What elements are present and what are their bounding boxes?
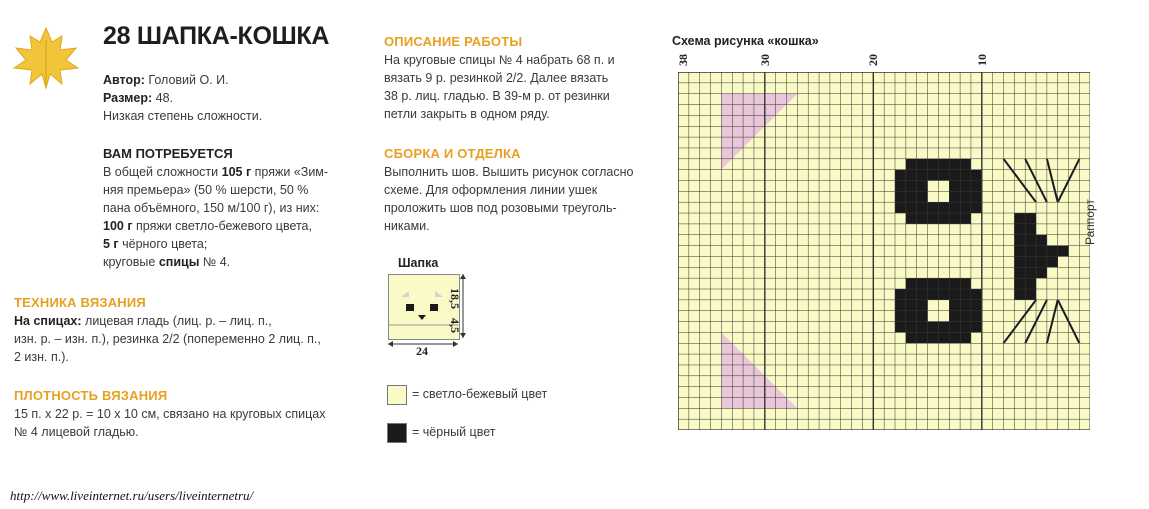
- black-cell: [906, 322, 917, 333]
- black-cell: [938, 213, 949, 224]
- materials-line: няя премьера» (50 % шерсти, 50 %: [103, 183, 309, 197]
- black-cell: [1025, 278, 1036, 289]
- legend-beige-label: = светло-бежевый цвет: [412, 387, 548, 401]
- work-line: петли закрыть в одном ряду.: [384, 107, 550, 121]
- work-line: На круговые спицы № 4 набрать 68 п. и: [384, 53, 615, 67]
- black-cell: [906, 278, 917, 289]
- difficulty-line: Низкая степень сложности.: [103, 109, 263, 123]
- scheme-col-label-20: 20: [866, 54, 880, 66]
- black-cell: [949, 202, 960, 213]
- assembly-line: схеме. Для оформления линии ушек: [384, 183, 598, 197]
- black-cell: [917, 278, 928, 289]
- size-line: Размер: 48.: [103, 91, 174, 105]
- black-cell: [960, 300, 971, 311]
- black-cell: [1014, 213, 1025, 224]
- black-cell: [971, 322, 982, 333]
- technique-heading: ТЕХНИКА ВЯЗАНИЯ: [14, 295, 146, 310]
- legend-black-swatch: [387, 423, 407, 443]
- technique-line: 2 изн. п.).: [14, 350, 69, 364]
- black-cell: [895, 202, 906, 213]
- knitting-chart: [678, 72, 1090, 430]
- black-cell: [1047, 256, 1058, 267]
- black-cell: [971, 181, 982, 192]
- black-cell: [949, 322, 960, 333]
- black-cell: [1014, 289, 1025, 300]
- black-cell: [906, 332, 917, 343]
- black-cell: [960, 322, 971, 333]
- hat-label: Шапка: [398, 256, 439, 270]
- black-cell: [906, 202, 917, 213]
- black-cell: [960, 311, 971, 322]
- black-cell: [1014, 278, 1025, 289]
- black-cell: [1014, 235, 1025, 246]
- source-url: http://www.liveinternet.ru/users/liveinternetru/: [10, 488, 254, 503]
- black-cell: [1025, 213, 1036, 224]
- black-cell: [917, 289, 928, 300]
- materials-line: 100 г пряжи светло-бежевого цвета,: [103, 219, 312, 233]
- technique-line: изн. р. – изн. п.), резинка 2/2 (попеременно 2 лиц. п.,: [14, 332, 321, 346]
- black-cell: [1036, 235, 1047, 246]
- black-cell: [971, 289, 982, 300]
- black-cell: [1025, 246, 1036, 257]
- black-cell: [917, 311, 928, 322]
- black-cell: [917, 322, 928, 333]
- scheme-col-label-30: 30: [758, 54, 772, 66]
- materials-line: В общей сложности 105 г пряжи «Зим-: [103, 165, 329, 179]
- black-cell: [895, 181, 906, 192]
- black-cell: [1014, 256, 1025, 267]
- black-cell: [949, 289, 960, 300]
- black-cell: [1025, 267, 1036, 278]
- black-cell: [938, 322, 949, 333]
- assembly-heading: СБОРКА И ОТДЕЛКА: [384, 146, 521, 161]
- black-cell: [906, 170, 917, 181]
- black-cell: [917, 170, 928, 181]
- legend-black-label: = чёрный цвет: [412, 425, 496, 439]
- black-cell: [1025, 289, 1036, 300]
- scheme-col-label-10: 10: [975, 54, 989, 66]
- black-cell: [960, 181, 971, 192]
- black-cell: [960, 332, 971, 343]
- black-cell: [960, 289, 971, 300]
- black-cell: [938, 170, 949, 181]
- black-cell: [928, 332, 939, 343]
- black-cell: [971, 170, 982, 181]
- black-cell: [949, 311, 960, 322]
- black-cell: [960, 159, 971, 170]
- materials-line: пана объёмного, 150 м/100 г), из них:: [103, 201, 320, 215]
- black-cell: [928, 159, 939, 170]
- black-cell: [971, 311, 982, 322]
- assembly-line: никами.: [384, 219, 430, 233]
- black-cell: [949, 278, 960, 289]
- technique-line: На спицах: лицевая гладь (лиц. р. – лиц. п.,: [14, 314, 272, 328]
- black-cell: [928, 213, 939, 224]
- work-line: вязать 9 р. резинкой 2/2. Далее вязать: [384, 71, 609, 85]
- black-cell: [1014, 267, 1025, 278]
- black-cell: [906, 311, 917, 322]
- black-cell: [1025, 256, 1036, 267]
- black-cell: [917, 213, 928, 224]
- black-cell: [895, 191, 906, 202]
- black-cell: [928, 278, 939, 289]
- black-cell: [928, 322, 939, 333]
- black-cell: [938, 202, 949, 213]
- black-cell: [1047, 246, 1058, 257]
- hat-rib-label: 4,5: [448, 318, 462, 333]
- assembly-line: Выполнить шов. Вышить рисунок согласно: [384, 165, 634, 179]
- black-cell: [928, 170, 939, 181]
- black-cell: [906, 159, 917, 170]
- black-cell: [949, 191, 960, 202]
- black-cell: [1036, 256, 1047, 267]
- black-cell: [949, 300, 960, 311]
- black-cell: [906, 213, 917, 224]
- black-cell: [917, 202, 928, 213]
- black-cell: [917, 159, 928, 170]
- maple-leaf-icon: [12, 26, 80, 90]
- black-cell: [906, 191, 917, 202]
- density-line: № 4 лицевой гладью.: [14, 425, 139, 439]
- black-cell: [949, 170, 960, 181]
- hat-width-label: 24: [416, 344, 428, 358]
- black-cell: [949, 332, 960, 343]
- black-cell: [895, 322, 906, 333]
- black-cell: [960, 191, 971, 202]
- work-line: 38 р. лиц. гладью. В 39-м р. от резинки: [384, 89, 610, 103]
- legend-beige-swatch: [387, 385, 407, 405]
- black-cell: [971, 191, 982, 202]
- black-cell: [949, 159, 960, 170]
- black-cell: [960, 170, 971, 181]
- materials-line: круговые спицы № 4.: [103, 255, 231, 269]
- black-cell: [906, 300, 917, 311]
- black-cell: [938, 332, 949, 343]
- black-cell: [938, 289, 949, 300]
- materials-heading: ВАМ ПОТРЕБУЕТСЯ: [103, 146, 233, 161]
- black-cell: [1014, 224, 1025, 235]
- density-line: 15 п. х 22 р. = 10 х 10 см, связано на круговых спицах: [14, 407, 326, 421]
- scheme-col-label-38: 38: [676, 54, 690, 66]
- black-cell: [1058, 246, 1069, 257]
- author-line: Автор: Головий О. И.: [103, 73, 229, 87]
- black-cell: [1036, 267, 1047, 278]
- materials-line: 5 г чёрного цвета;: [103, 237, 208, 251]
- black-cell: [960, 278, 971, 289]
- black-cell: [917, 300, 928, 311]
- page-title: 28 ШАПКА-КОШКА: [103, 22, 330, 50]
- black-cell: [917, 181, 928, 192]
- black-cell: [938, 278, 949, 289]
- black-cell: [971, 202, 982, 213]
- black-cell: [1036, 246, 1047, 257]
- black-cell: [895, 300, 906, 311]
- work-heading: ОПИСАНИЕ РАБОТЫ: [384, 34, 523, 49]
- black-cell: [938, 159, 949, 170]
- black-cell: [949, 213, 960, 224]
- black-cell: [928, 202, 939, 213]
- black-cell: [971, 300, 982, 311]
- black-cell: [895, 170, 906, 181]
- hat-height-label: 18,5: [448, 288, 462, 309]
- black-cell: [1025, 235, 1036, 246]
- assembly-line: проложить шов под розовыми треуголь-: [384, 201, 617, 215]
- black-cell: [917, 191, 928, 202]
- black-cell: [906, 289, 917, 300]
- black-cell: [949, 181, 960, 192]
- black-cell: [917, 332, 928, 343]
- scheme-title: Схема рисунка «кошка»: [672, 34, 819, 48]
- rapport-label: Раппорт: [1083, 199, 1097, 245]
- black-cell: [906, 181, 917, 192]
- black-cell: [895, 311, 906, 322]
- black-cell: [960, 202, 971, 213]
- black-cell: [1025, 224, 1036, 235]
- black-cell: [928, 289, 939, 300]
- black-cell: [895, 289, 906, 300]
- density-heading: ПЛОТНОСТЬ ВЯЗАНИЯ: [14, 388, 168, 403]
- black-cell: [1014, 246, 1025, 257]
- black-cell: [960, 213, 971, 224]
